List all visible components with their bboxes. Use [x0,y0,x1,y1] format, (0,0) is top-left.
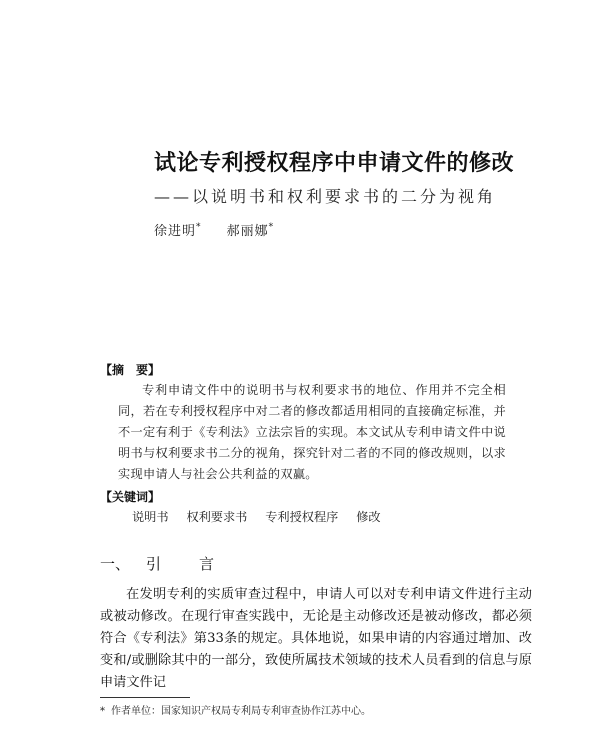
author-name: 徐进明 [154,224,197,239]
abstract-text: 专利申请文件中的说明书与权利要求书的地位、作用并不完全相同，若在专利授权程序中对二者的修改都适用相同的直接确定标准，并不一定有利于《专利法》立法宗旨的实现。本文试从专利申请文件中说明书与权利要求书二分的视角，探究针对二者的不同的修改规则，以求实现申请人与社会公共利益的双赢。 [118,383,506,481]
footnote [100,702,540,717]
author [227,224,275,239]
author-affiliation-mark: * [268,222,275,233]
abstract-label: 【摘 要】 [100,363,161,377]
author-affiliation-mark: * [196,222,202,233]
section-number: 一、 [100,555,131,573]
section-heading [100,553,252,574]
keyword: 专利授权程序 [265,510,339,524]
section-title: 引言 [146,555,253,573]
body-paragraph: 在发明专利的实质审查过程中，申请人可以对专利申请文件进行主动或被动修改。在现行审查实践中，无论是主动修改还是被动修改，都必须符合《专利法》第33条的规定。具体地说，如果申请的内容通过增加、改变和/或删除其中的一部分，致使所属技术领域的技术人员看到的信息与原申请文件记 [100,587,532,690]
footnote-text: 作者单位：国家知识产权局专利局专利审查协作江苏中心。 [111,706,371,717]
article-title: 试论专利授权程序中申请文件的修改 [154,151,515,176]
keyword: 说明书 [132,510,169,524]
footnote-divider [100,697,190,698]
author [154,224,202,239]
keyword: 权利要求书 [186,510,248,524]
keywords-label: 【关键词】 [100,490,161,504]
article-subtitle: ——以说明书和权利要求书的二分为视角 [154,187,497,206]
author-list [154,220,454,239]
keyword-list [132,508,512,525]
keyword: 修改 [356,510,381,524]
footnote-mark: * [100,706,105,717]
author-name: 郝丽娜 [226,224,269,239]
